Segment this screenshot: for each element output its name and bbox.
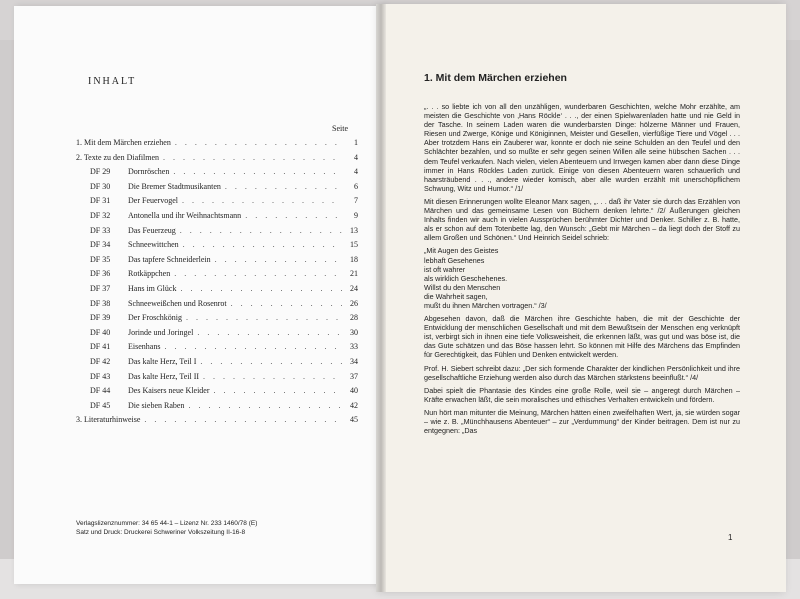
toc-entry-page: 26	[350, 298, 358, 308]
toc-entry-page: 30	[350, 327, 358, 337]
imprint-line-1: Verlagslizenznummer: 34 65 44-1 – Lizenz Nr. 233 1460/78 (E)	[76, 520, 258, 527]
toc-leader-dots	[203, 372, 342, 381]
toc-entry	[76, 372, 358, 387]
toc-entry-page: 33	[350, 342, 358, 352]
toc-leader-dots	[225, 182, 342, 191]
toc-entry	[76, 328, 358, 343]
toc-leader-dots	[144, 415, 342, 424]
chapter-body	[424, 102, 740, 439]
toc-entry	[76, 357, 358, 372]
toc-entry-code: DF 41	[90, 342, 111, 352]
toc-entry	[76, 240, 358, 255]
page-number: 1	[728, 533, 733, 542]
toc-entry	[76, 401, 358, 416]
toc-entry-code: DF 29	[90, 167, 111, 177]
toc-entry-page: 1	[354, 138, 358, 147]
toc-entry	[76, 167, 358, 182]
toc-entry-label: Schneeweißchen und Rosenrot	[128, 298, 227, 308]
toc-leader-dots	[180, 226, 342, 235]
toc-leader-dots	[180, 284, 342, 293]
toc-leader-dots	[200, 357, 342, 366]
toc-entry-code: DF 30	[90, 181, 111, 191]
toc-leader-dots	[197, 328, 342, 337]
toc-entry-label: Des Kaisers neue Kleider	[128, 386, 210, 396]
toc-entry-code: DF 39	[90, 313, 111, 323]
toc-entry-code: DF 32	[90, 210, 111, 220]
toc-entry-label: Das kalte Herz, Teil II	[128, 371, 200, 381]
paragraph: Abgesehen davon, daß die Märchen ihre Geschichte haben, die mit der Geschichte der Entwicklung der menschlichen Gesellschaft und mit dem Bewußtsein der Menschen eng verknüpft ist, verbirgt sich in ihnen eine tiefe Volksweisheit, die erkennen läßt, was gut und was böse ist, die das Gute schätzen und das Böse hassen lehrt. So können mit Hilfe des Märchens das Empfinden für Gerechtigkeit, das Fühlen und Denken entwickelt werden.	[424, 314, 740, 360]
toc-entry-page: 28	[350, 313, 358, 323]
toc-entry-label: Das tapfere Schneiderlein	[128, 254, 211, 264]
imprint-line-2: Satz und Druck: Druckerei Schweriner Volkszeitung II-16-8	[76, 528, 246, 536]
toc-entry-page: 45	[350, 415, 358, 425]
poem-line: als wirklich Geschehenes.	[424, 273, 508, 283]
imprint	[76, 520, 257, 537]
toc-entry	[76, 196, 358, 211]
toc-entry-label: Eisenhans	[128, 342, 161, 352]
toc-entry-page: 7	[354, 196, 358, 206]
toc-entry-code: DF 43	[90, 371, 111, 381]
toc-entry	[76, 211, 358, 226]
toc-entry	[76, 415, 358, 430]
toc-entry	[76, 255, 358, 270]
poem-line: „Mit Augen des Geistes	[424, 246, 499, 256]
toc-entry-label: Der Feuervogel	[128, 196, 178, 206]
toc-entry	[76, 386, 358, 401]
toc-leader-dots	[231, 299, 342, 308]
toc-entry	[76, 182, 358, 197]
toc-entry-code: DF 34	[90, 240, 111, 250]
paragraph: Nun hört man mitunter die Meinung, Märchen hätten einen zweifelhaften Wert, ja, sie würden sogar – wie z. B. „Münchhausens Abenteuer“ – zur „Verdummung“ der Kinder beitragen. Dem ist nur zu entgegnen: „Das	[424, 407, 740, 436]
toc-leader-dots	[188, 401, 342, 410]
poem-line: mußt du ihnen Märchen vortragen.“ /3/	[424, 300, 547, 310]
poem-line: lebhaft Gesehenes	[424, 255, 485, 265]
toc-entry-page: 13	[350, 225, 358, 235]
toc-entry-label: Das Feuerzeug	[128, 225, 176, 235]
toc-entry-page: 42	[350, 400, 358, 410]
toc-leader-dots	[245, 211, 342, 220]
toc-entry-code: DF 35	[90, 254, 111, 264]
toc-entry-page: 6	[354, 181, 358, 191]
toc-entry-label: 3. Literaturhinweise	[76, 415, 141, 425]
chapter-title: 1. Mit dem Märchen erziehen	[424, 72, 567, 84]
paragraph: Mit diesen Erinnerungen wollte Eleanor Marx sagen, „. . . daß ihr Vater sie durch das Erzählen von Märchen und das gemeinsame Lesen von Büchern denken lehrte.“ /2/ Äußerungen gleichen Inhalts finden wir auch in vielen Aussprüchen berühmter Dichter und Denker. Schiller z. B. hatte, als er schon auf dem Totenbette lag, den Wunsch: „Gebt mir Märchen – da liegt doch der Stoff zu allem Großen und Schönen.“ Und Heinrich Seidel schrieb:	[424, 196, 740, 243]
toc-entry-page: 40	[350, 386, 358, 396]
toc-entry-page: 4	[354, 167, 358, 177]
paragraph: „. . . so liebte ich von all den unzähligen, wunderbaren Geschichten, welche Mohr erzählte, am meisten die Geschichte von ‚Hans Röckle‘ . . ., der einen Spielwarenladen hatte und nie Geld in der Tasche. In seinem Laden waren die wunderbarsten Dinge: hölzerne Männer und Frauen, Riesen und Zwerge, Könige und Königinnen, Meister und Gesellen, vierfüßige Tiere und Vögel . . . Aber trotzdem Hans ein Zauberer war, konnte er doch nie seine Schulden an den Teufel und den Schlächter bezahlen, und so mußte er sehr gegen seinen Willen alle seine hübschen Sachen . . . dem Teufel verkaufen. Nach vielen, vielen Abenteuern und Irrwegen kamen aber dann diese Dinge immer in Hans Röckles Laden zurück. Einige von diesen Abenteuern waren schauerlich und haarsträubend . . ., andere wieder komisch, aber alle wurden erzählt mit unerschöpflichem Schwung, Witz und Humor.“ /1/	[424, 102, 740, 193]
toc-title: INHALT	[88, 76, 137, 87]
poem-quote	[424, 246, 740, 310]
poem-line: Willst du den Menschen	[424, 282, 501, 292]
toc-entry-label: Der Froschkönig	[128, 313, 182, 323]
toc-entry-page: 15	[350, 240, 358, 250]
toc-leader-dots	[215, 255, 342, 264]
toc-entry-label: Rotkäppchen	[128, 269, 171, 279]
toc-entry-code: DF 36	[90, 269, 111, 279]
table-of-contents	[76, 138, 358, 430]
paragraph: Prof. H. Siebert schreibt dazu: „Der sich formende Charakter der kindlichen Persönlichkeit und ihre gesellschaftliche Erziehung werden also durch das Märchen stärkstens beeinflußt.“ /4/	[424, 363, 740, 382]
toc-leader-dots	[186, 313, 342, 322]
poem-line: ist oft wahrer	[424, 264, 466, 274]
toc-entry	[76, 226, 358, 241]
poem-line: die Wahrheit sagen,	[424, 291, 488, 301]
toc-entry-label: Die Bremer Stadtmusikanten	[128, 181, 221, 191]
toc-entry-label: Das kalte Herz, Teil I	[128, 356, 197, 366]
toc-leader-dots	[214, 386, 342, 395]
toc-entry-page: 21	[350, 269, 358, 279]
toc-leader-dots	[163, 153, 342, 162]
toc-entry-page: 9	[354, 210, 358, 220]
toc-leader-dots	[164, 342, 342, 351]
toc-entry-page: 4	[354, 152, 358, 162]
toc-entry	[76, 299, 358, 314]
seite-label: Seite	[332, 124, 348, 133]
toc-entry-label: Die sieben Raben	[128, 400, 185, 410]
toc-entry	[76, 269, 358, 284]
toc-entry-page: 37	[350, 371, 358, 381]
toc-leader-dots	[183, 240, 342, 249]
toc-entry-code: DF 45	[90, 400, 111, 410]
toc-entry	[76, 284, 358, 299]
toc-entry	[76, 138, 358, 153]
toc-entry-code: DF 37	[90, 283, 111, 293]
toc-entry-code: DF 42	[90, 356, 111, 366]
toc-entry-page: 34	[350, 356, 358, 366]
toc-entry-label: Jorinde und Joringel	[128, 327, 194, 337]
toc-leader-dots	[175, 138, 342, 147]
toc-leader-dots	[173, 167, 342, 176]
toc-entry-label: Hans im Glück	[128, 283, 177, 293]
toc-entry-page: 24	[350, 283, 358, 293]
toc-entry	[76, 313, 358, 328]
toc-entry-code: DF 38	[90, 298, 111, 308]
toc-entry-label: Schneewittchen	[128, 240, 179, 250]
toc-entry-code: DF 31	[90, 196, 111, 206]
toc-entry-code: DF 40	[90, 327, 111, 337]
toc-entry-label: 1. Mit dem Märchen erziehen	[76, 138, 171, 147]
toc-leader-dots	[182, 196, 342, 205]
toc-entry-label: Dornröschen	[128, 167, 170, 177]
toc-leader-dots	[174, 269, 342, 278]
toc-entry	[76, 153, 358, 168]
book-gutter	[376, 4, 386, 592]
toc-entry-label: 2. Texte zu den Diafilmen	[76, 152, 160, 162]
toc-entry-page: 18	[350, 254, 358, 264]
paragraph: Dabei spielt die Phantasie des Kindes eine große Rolle, weil sie – angeregt durch Märchen – Kräfte erwachen läßt, die sein moralisches und ethisches Verhalten entwickeln und fördern.	[424, 385, 740, 404]
toc-entry-code: DF 44	[90, 386, 111, 396]
toc-entry-label: Antonella und ihr Weihnachtsmann	[128, 210, 242, 220]
toc-entry-code: DF 33	[90, 225, 111, 235]
toc-entry	[76, 342, 358, 357]
